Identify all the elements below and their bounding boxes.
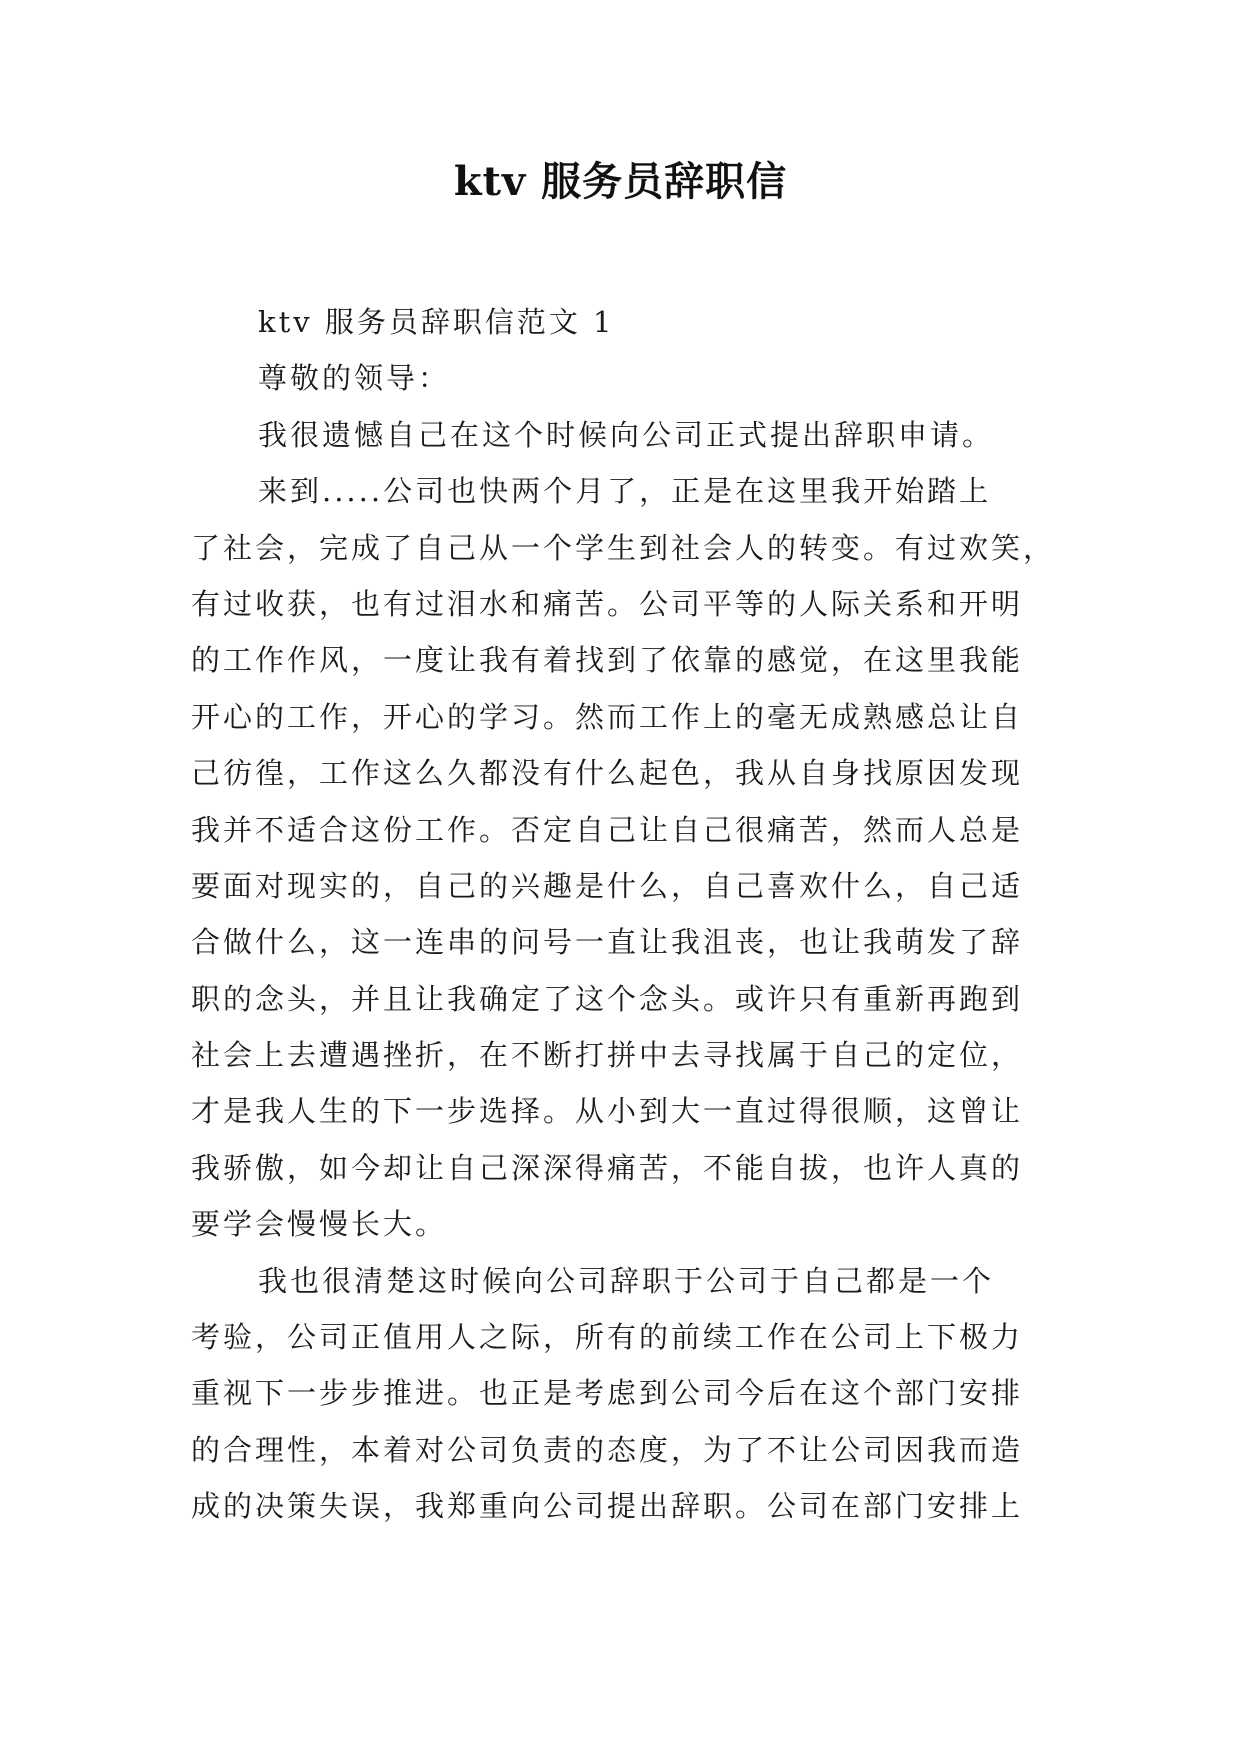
text-line: 考验，公司正值用人之际，所有的前续工作在公司上下极力 — [191, 1320, 1024, 1355]
text-line: 我并不适合这份工作。否定自己让自己很痛苦，然而人总是 — [191, 812, 1024, 847]
text-line: 才是我人生的下一步选择。从小到大一直过得很顺，这曾让 — [191, 1094, 1024, 1129]
text-line: 来到.....公司也快两个月了，正是在这里我开始踏上 — [258, 474, 992, 509]
text-line: 重视下一步步推进。也正是考虑到公司今后在这个部门安排 — [191, 1376, 1024, 1411]
text-line: 我很遗憾自己在这个时候向公司正式提出辞职申请。 — [258, 417, 995, 452]
text-line: 的工作作风，一度让我有着找到了依靠的感觉，在这里我能 — [191, 643, 1024, 678]
text-line: 了社会，完成了自己从一个学生到社会人的转变。有过欢笑， — [191, 530, 1056, 565]
text-line: 开心的工作，开心的学习。然而工作上的毫无成熟感总让自 — [191, 699, 1024, 734]
document-body — [191, 294, 1061, 1535]
text-line: ktv 服务员辞职信范文 1 — [258, 305, 615, 339]
text-line: 社会上去遭遇挫折，在不断打拼中去寻找属于自己的定位， — [191, 1038, 1024, 1073]
text-line: 的合理性，本着对公司负责的态度，为了不让公司因我而造 — [191, 1432, 1024, 1467]
text-line: 有过收获，也有过泪水和痛苦。公司平等的人际关系和开明 — [191, 586, 1024, 621]
text-line: 要学会慢慢长大。 — [191, 1207, 448, 1242]
text-line: 成的决策失误，我郑重向公司提出辞职。公司在部门安排上 — [191, 1489, 1024, 1524]
text-line: 合做什么，这一连串的问号一直让我沮丧，也让我萌发了辞 — [191, 925, 1024, 960]
text-line: 尊敬的领导： — [258, 361, 451, 396]
text-line: 己彷徨，工作这么久都没有什么起色，我从自身找原因发现 — [191, 756, 1024, 791]
text-line: 职的念头，并且让我确定了这个念头。或许只有重新再跑到 — [191, 981, 1024, 1016]
text-line: 我骄傲，如今却让自己深深得痛苦，不能自拔，也许人真的 — [191, 1150, 1024, 1185]
text-line: 要面对现实的，自己的兴趣是什么，自己喜欢什么，自己适 — [191, 868, 1024, 903]
document-title: ktv 服务员辞职信 — [453, 158, 788, 205]
text-line: 我也很清楚这时候向公司辞职于公司于自己都是一个 — [258, 1263, 995, 1298]
